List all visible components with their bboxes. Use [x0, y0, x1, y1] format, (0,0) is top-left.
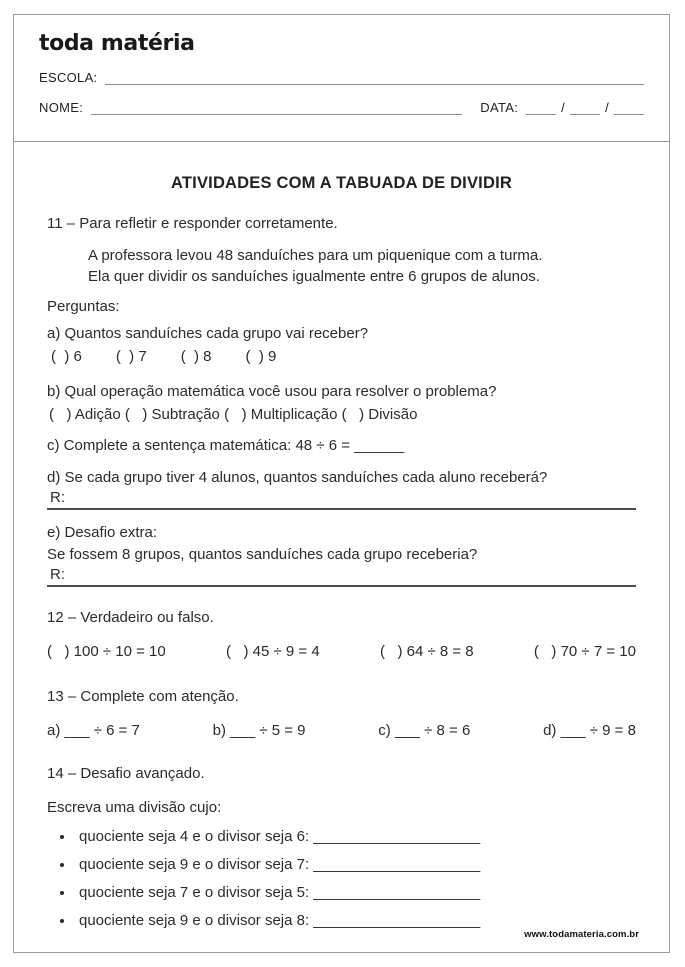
q11-heading: 11 – Para refletir e responder corretamente.: [47, 215, 338, 232]
q13-item: b) ___ ÷ 5 = 9: [212, 721, 306, 739]
name-fill-line: [91, 101, 462, 115]
q11a-question: a) Quantos sanduíches cada grupo vai receber?: [47, 325, 369, 342]
q11a-options-row: [47, 346, 636, 368]
q11-story-line: Ela quer dividir os sanduíches igualmente entre 6 grupos de alunos.: [88, 268, 540, 285]
q12-items-row: [47, 641, 636, 663]
school-label: ESCOLA:: [39, 70, 98, 85]
date-year-line: [614, 101, 644, 115]
q11-story-line: A professora levou 48 sanduíches para um piquenique com a turma.: [88, 246, 543, 264]
answer-label: R:: [50, 489, 65, 506]
school-field-row: [39, 70, 644, 85]
q11e-answer-line: [47, 565, 636, 587]
q13-items-row: [47, 720, 636, 742]
q11b-question: b) Qual operação matemática você usou para resolver o problema?: [47, 383, 497, 400]
q11a-option: ( ) 7: [115, 347, 147, 365]
date-day-line: [526, 101, 556, 115]
brand-logo: toda matéria: [39, 31, 195, 56]
q14-bullet-item: • quociente seja 4 e o divisor seja 6: ____________________: [75, 826, 636, 847]
q13-heading: 13 – Complete com atenção.: [47, 688, 239, 705]
answer-label: R:: [50, 566, 65, 583]
q12-item: ( ) 100 ÷ 10 = 10: [47, 642, 166, 660]
q13-item: d) ___ ÷ 9 = 8: [543, 721, 636, 739]
q14-intro: Escreva uma divisão cujo:: [47, 798, 222, 816]
q11e-question-line2: Se fossem 8 grupos, quantos sanduíches cada grupo receberia?: [47, 545, 478, 563]
q12-heading: 12 – Verdadeiro ou falso.: [47, 609, 214, 626]
q14-bullet-item: • quociente seja 7 e o divisor seja 5: ____________________: [75, 882, 636, 903]
q12-item: ( ) 45 ÷ 9 = 4: [225, 642, 320, 660]
date-label: DATA:: [480, 100, 519, 115]
worksheet-body: [13, 141, 670, 953]
q11a-option: ( ) 6: [51, 347, 82, 365]
header-box: [13, 14, 670, 142]
q11a-option: ( ) 9: [245, 347, 277, 365]
q11d-answer-line: [47, 488, 636, 510]
q13-item: a) ___ ÷ 6 = 7: [47, 721, 140, 739]
perguntas-label: Perguntas:: [47, 297, 120, 315]
q11b-options: ( ) Adição ( ) Subtração ( ) Multiplicação ( ) Divisão: [49, 405, 418, 423]
q11c-question: c) Complete a sentença matemática: 48 ÷ 6 = ______: [47, 437, 405, 454]
q11a-option: ( ) 8: [180, 347, 212, 365]
q11e-question-line1: e) Desafio extra:: [47, 524, 158, 541]
q14-bullet-list: [47, 826, 636, 931]
school-fill-line: [105, 71, 644, 85]
q14-bullet-item: • quociente seja 9 e o divisor seja 8: ____________________: [75, 910, 636, 931]
q12-item: ( ) 70 ÷ 7 = 10: [533, 642, 636, 660]
q14-heading: 14 – Desafio avançado.: [47, 765, 205, 782]
footer-url: www.todamateria.com.br: [524, 929, 639, 940]
q11-story: [88, 245, 636, 288]
q13-item: c) ___ ÷ 8 = 6: [378, 721, 471, 739]
worksheet-title: ATIVIDADES COM A TABUADA DE DIVIDIR: [171, 174, 512, 192]
date-slash-separator: /: [605, 100, 609, 115]
name-date-row: [39, 100, 644, 115]
q14-bullet-item: • quociente seja 9 e o divisor seja 7: ____________________: [75, 854, 636, 875]
q11d-question: d) Se cada grupo tiver 4 alunos, quantos sanduíches cada aluno receberá?: [47, 468, 548, 486]
date-slash-separator: /: [561, 100, 566, 115]
date-month-line: [570, 101, 600, 115]
name-label: NOME:: [39, 100, 84, 115]
q12-item: ( ) 64 ÷ 8 = 8: [379, 642, 474, 660]
